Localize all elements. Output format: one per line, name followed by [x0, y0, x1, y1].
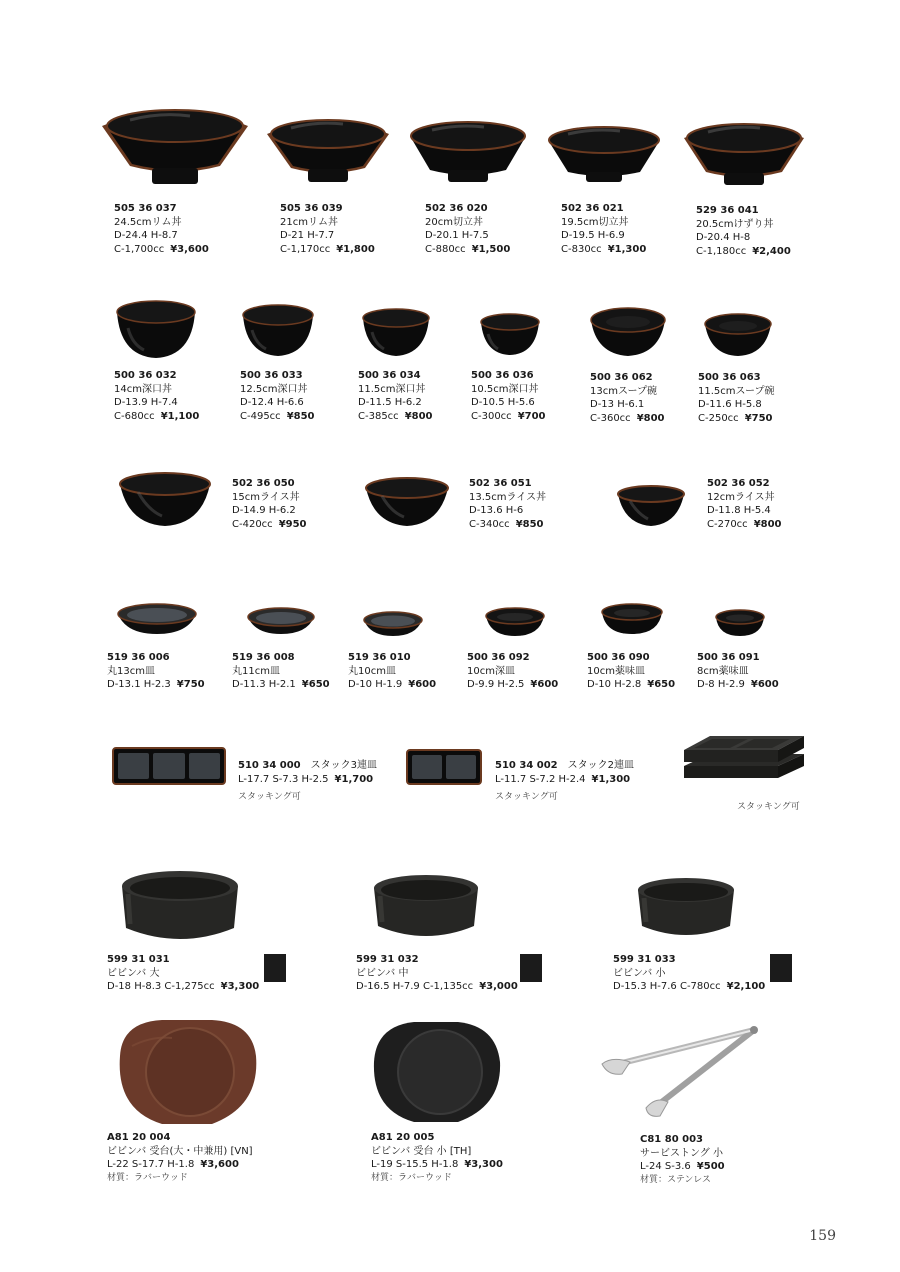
product-name: 20.5cmけずり丼	[696, 218, 774, 230]
product-price: ¥600	[530, 679, 559, 690]
product-code: 502 36 052	[707, 478, 770, 489]
product-name: 19.5cm切立丼	[561, 216, 629, 228]
product-price: ¥3,000	[479, 981, 518, 992]
stacking-note: スタッキング可	[495, 792, 558, 802]
product-dimensions: D-11.3 H-2.1	[232, 679, 296, 690]
product-price: ¥800	[753, 518, 782, 530]
product-price: ¥3,300	[464, 1159, 503, 1170]
product-dimensions: D-8 H-2.9	[697, 679, 745, 690]
product-dimensions: D-19.5 H-6.9	[561, 230, 625, 241]
product-code: 500 36 090	[587, 652, 650, 663]
material-note: 材質：ステンレス	[640, 1174, 711, 1185]
product-code: 500 36 034	[358, 370, 421, 381]
product-capacity: C-1,180cc	[696, 245, 747, 257]
product-price: ¥1,100	[160, 410, 200, 422]
product-name: 丸13cm皿	[107, 665, 155, 677]
product-caption	[107, 1131, 253, 1185]
wooden-tray-image	[112, 1016, 262, 1128]
plate-image	[484, 606, 546, 638]
product-price: ¥850	[515, 518, 544, 530]
product-dimensions: D-10.5 H-5.6	[471, 397, 535, 408]
product-price: ¥1,300	[591, 773, 631, 785]
product-name: 24.5cmリム丼	[114, 216, 182, 228]
product-code: 599 31 032	[356, 954, 419, 965]
product-caption	[469, 477, 546, 531]
product-name: 10cm薬味皿	[587, 665, 645, 677]
product-price: ¥1,700	[334, 773, 374, 785]
product-dimensions: D-13.1 H-2.3	[107, 679, 171, 690]
product-price: ¥500	[696, 1161, 725, 1172]
product-name: 14cm深口丼	[114, 383, 172, 395]
product-capacity: C-830cc	[561, 243, 602, 255]
product-code: 519 36 006	[107, 652, 170, 663]
product-dimensions: D-20.1 H-7.5	[425, 230, 489, 241]
plate-image	[600, 602, 664, 636]
product-dimensions: D-15.3 H-7.6 C-780cc	[613, 981, 721, 992]
product-code: 500 36 091	[697, 652, 760, 663]
product-code: A81 20 004	[107, 1132, 171, 1143]
product-code: 500 36 032	[114, 370, 177, 381]
product-caption	[114, 369, 199, 423]
product-dimensions: D-13.6 H-6	[469, 505, 524, 516]
product-dimensions: D-11.8 H-5.4	[707, 505, 771, 516]
product-code: C81 80 003	[640, 1134, 704, 1145]
product-code: 505 36 039	[280, 203, 343, 214]
product-code: 519 36 008	[232, 652, 295, 663]
product-code: 500 36 092	[467, 652, 530, 663]
bowl-image	[100, 104, 250, 190]
product-name: スタック2連皿	[567, 760, 635, 771]
bowl-image	[546, 122, 662, 188]
bowl-image	[588, 304, 668, 360]
product-price: ¥650	[301, 679, 330, 690]
stacking-note: スタッキング可	[238, 792, 301, 802]
product-code: 505 36 037	[114, 203, 177, 214]
product-name: 丸11cm皿	[232, 665, 280, 677]
product-name: サービストング 小	[640, 1147, 723, 1159]
product-price: ¥700	[517, 410, 546, 422]
product-price: ¥750	[744, 412, 773, 424]
product-dimensions: D-11.6 H-5.8	[698, 399, 762, 410]
stack-dish-image	[112, 744, 226, 786]
material-note: 材質：ラバーウッド	[371, 1172, 452, 1183]
product-caption	[613, 953, 765, 994]
product-name: 10.5cm深口丼	[471, 383, 539, 395]
product-caption	[238, 759, 377, 805]
product-name: 21cmリム丼	[280, 216, 338, 228]
direct-fire-ok-badge	[520, 954, 542, 982]
bibimbap-bowl-image	[370, 868, 482, 944]
product-caption	[590, 371, 665, 425]
bowl-image	[265, 114, 391, 188]
product-dimensions: D-10 H-2.8	[587, 679, 642, 690]
product-dimensions: L-19 S-15.5 H-1.8	[371, 1159, 459, 1170]
product-caption	[280, 202, 375, 256]
stack-dish-image	[406, 746, 482, 786]
product-caption	[561, 202, 646, 256]
bowl-image	[682, 118, 806, 190]
product-caption	[697, 651, 779, 692]
product-price: ¥950	[278, 518, 307, 530]
product-name: ビビンバ 受台 小 [TH]	[371, 1145, 472, 1157]
product-capacity: C-680cc	[114, 410, 155, 422]
product-dimensions: L-17.7 S-7.3 H-2.5	[238, 773, 329, 785]
bowl-image	[240, 302, 316, 360]
stacked-dishes-image	[682, 728, 806, 794]
product-name: ビビンバ 大	[107, 967, 160, 979]
product-capacity: C-360cc	[590, 412, 631, 424]
product-capacity: C-340cc	[469, 518, 510, 530]
product-capacity: C-270cc	[707, 518, 748, 530]
product-dimensions: D-11.5 H-6.2	[358, 397, 422, 408]
plate-image	[714, 608, 766, 638]
product-caption	[495, 759, 634, 805]
product-caption	[114, 202, 209, 256]
product-capacity: C-250cc	[698, 412, 739, 424]
product-capacity: C-1,700cc	[114, 243, 165, 255]
product-dimensions: L-22 S-17.7 H-1.8	[107, 1159, 195, 1170]
product-code: 500 36 036	[471, 370, 534, 381]
product-dimensions: L-11.7 S-7.2 H-2.4	[495, 773, 586, 785]
tongs-image	[598, 1024, 762, 1120]
direct-fire-ok-badge	[264, 954, 286, 982]
product-capacity: C-495cc	[240, 410, 281, 422]
material-note: 材質：ラバーウッド	[107, 1172, 188, 1183]
product-caption	[107, 953, 259, 994]
product-name: 8cm薬味皿	[697, 665, 749, 677]
product-dimensions: D-16.5 H-7.9 C-1,135cc	[356, 981, 474, 992]
bibimbap-bowl-image	[634, 872, 738, 942]
product-price: ¥3,600	[200, 1159, 239, 1170]
product-caption	[425, 202, 510, 256]
product-code: A81 20 005	[371, 1132, 435, 1143]
black-tray-image	[368, 1018, 504, 1126]
product-caption	[698, 371, 775, 425]
bowl-image	[114, 298, 198, 362]
stacking-note: スタッキング可	[737, 802, 800, 812]
product-code: 510 34 000	[238, 760, 301, 771]
bowl-image	[478, 312, 542, 358]
product-dimensions: D-24.4 H-8.7	[114, 230, 178, 241]
product-price: ¥650	[647, 679, 676, 690]
product-code: 500 36 033	[240, 370, 303, 381]
product-dimensions: D-13.9 H-7.4	[114, 397, 178, 408]
product-code: 502 36 021	[561, 203, 624, 214]
product-price: ¥3,300	[220, 981, 260, 992]
product-dimensions: D-13 H-6.1	[590, 399, 645, 410]
product-dimensions: L-24 S-3.6	[640, 1161, 691, 1172]
product-price: ¥2,400	[752, 245, 791, 257]
product-price: ¥2,100	[726, 981, 766, 992]
product-code: 502 36 051	[469, 478, 532, 489]
product-name: ビビンバ 中	[356, 967, 409, 979]
page-number: 159	[809, 1228, 836, 1244]
product-price: ¥800	[636, 412, 665, 424]
product-name: 13cmスープ碗	[590, 385, 657, 397]
bowl-image	[408, 118, 528, 188]
product-caption	[232, 477, 307, 531]
product-name: 12cmライス丼	[707, 491, 775, 503]
product-caption	[358, 369, 433, 423]
bowl-image	[118, 470, 212, 530]
product-caption	[348, 651, 436, 692]
product-name: 10cm深皿	[467, 665, 515, 677]
product-code: 502 36 020	[425, 203, 488, 214]
product-price: ¥3,600	[170, 243, 209, 255]
product-name: 20cm切立丼	[425, 216, 483, 228]
bowl-image	[364, 476, 450, 530]
product-price: ¥850	[286, 410, 315, 422]
bowl-image	[702, 310, 774, 360]
product-name: 11.5cm深口丼	[358, 383, 426, 395]
product-capacity: C-300cc	[471, 410, 512, 422]
bowl-image	[616, 484, 686, 530]
product-name: ビビンバ 受台(大・中兼用) [VN]	[107, 1145, 253, 1157]
product-code: 599 31 033	[613, 954, 676, 965]
product-name: 13.5cmライス丼	[469, 491, 547, 503]
plate-image	[362, 610, 424, 638]
product-name: 12.5cm深口丼	[240, 383, 308, 395]
product-code: 510 34 002	[495, 760, 558, 771]
product-caption	[587, 651, 675, 692]
product-dimensions: D-21 H-7.7	[280, 230, 335, 241]
product-name: 丸10cm皿	[348, 665, 396, 677]
bowl-image	[360, 306, 432, 360]
product-price: ¥1,300	[607, 243, 647, 255]
product-name: ビビンバ 小	[613, 967, 666, 979]
product-caption	[232, 651, 330, 692]
product-code: 502 36 050	[232, 478, 295, 489]
product-caption	[471, 369, 546, 423]
bibimbap-bowl-image	[118, 864, 242, 948]
product-capacity: C-880cc	[425, 243, 466, 255]
product-price: ¥800	[404, 410, 433, 422]
product-price: ¥600	[750, 679, 779, 690]
product-code: 500 36 063	[698, 372, 761, 383]
plate-image	[246, 606, 316, 636]
direct-fire-ok-badge	[770, 954, 792, 982]
product-dimensions: D-12.4 H-6.6	[240, 397, 304, 408]
plate-image	[116, 602, 198, 636]
product-caption	[696, 204, 791, 258]
product-code: 500 36 062	[590, 372, 653, 383]
product-capacity: C-1,170cc	[280, 243, 331, 255]
product-dimensions: D-18 H-8.3 C-1,275cc	[107, 981, 215, 992]
product-price: ¥750	[176, 679, 205, 690]
product-caption	[707, 477, 782, 531]
product-caption	[640, 1133, 725, 1187]
product-price: ¥1,500	[471, 243, 511, 255]
product-dimensions: D-9.9 H-2.5	[467, 679, 525, 690]
product-dimensions: D-10 H-1.9	[348, 679, 403, 690]
product-caption	[240, 369, 315, 423]
product-capacity: C-420cc	[232, 518, 273, 530]
product-name: 15cmライス丼	[232, 491, 300, 503]
product-code: 599 31 031	[107, 954, 170, 965]
product-dimensions: D-20.4 H-8	[696, 232, 751, 243]
product-caption	[371, 1131, 503, 1185]
product-price: ¥1,800	[336, 243, 375, 255]
product-capacity: C-385cc	[358, 410, 399, 422]
product-code: 519 36 010	[348, 652, 411, 663]
product-price: ¥600	[408, 679, 437, 690]
product-dimensions: D-14.9 H-6.2	[232, 505, 296, 516]
product-caption	[467, 651, 558, 692]
product-name: 11.5cmスープ碗	[698, 385, 775, 397]
product-caption	[107, 651, 205, 692]
product-code: 529 36 041	[696, 205, 759, 216]
product-name: スタック3連皿	[310, 760, 378, 771]
product-caption	[356, 953, 518, 994]
